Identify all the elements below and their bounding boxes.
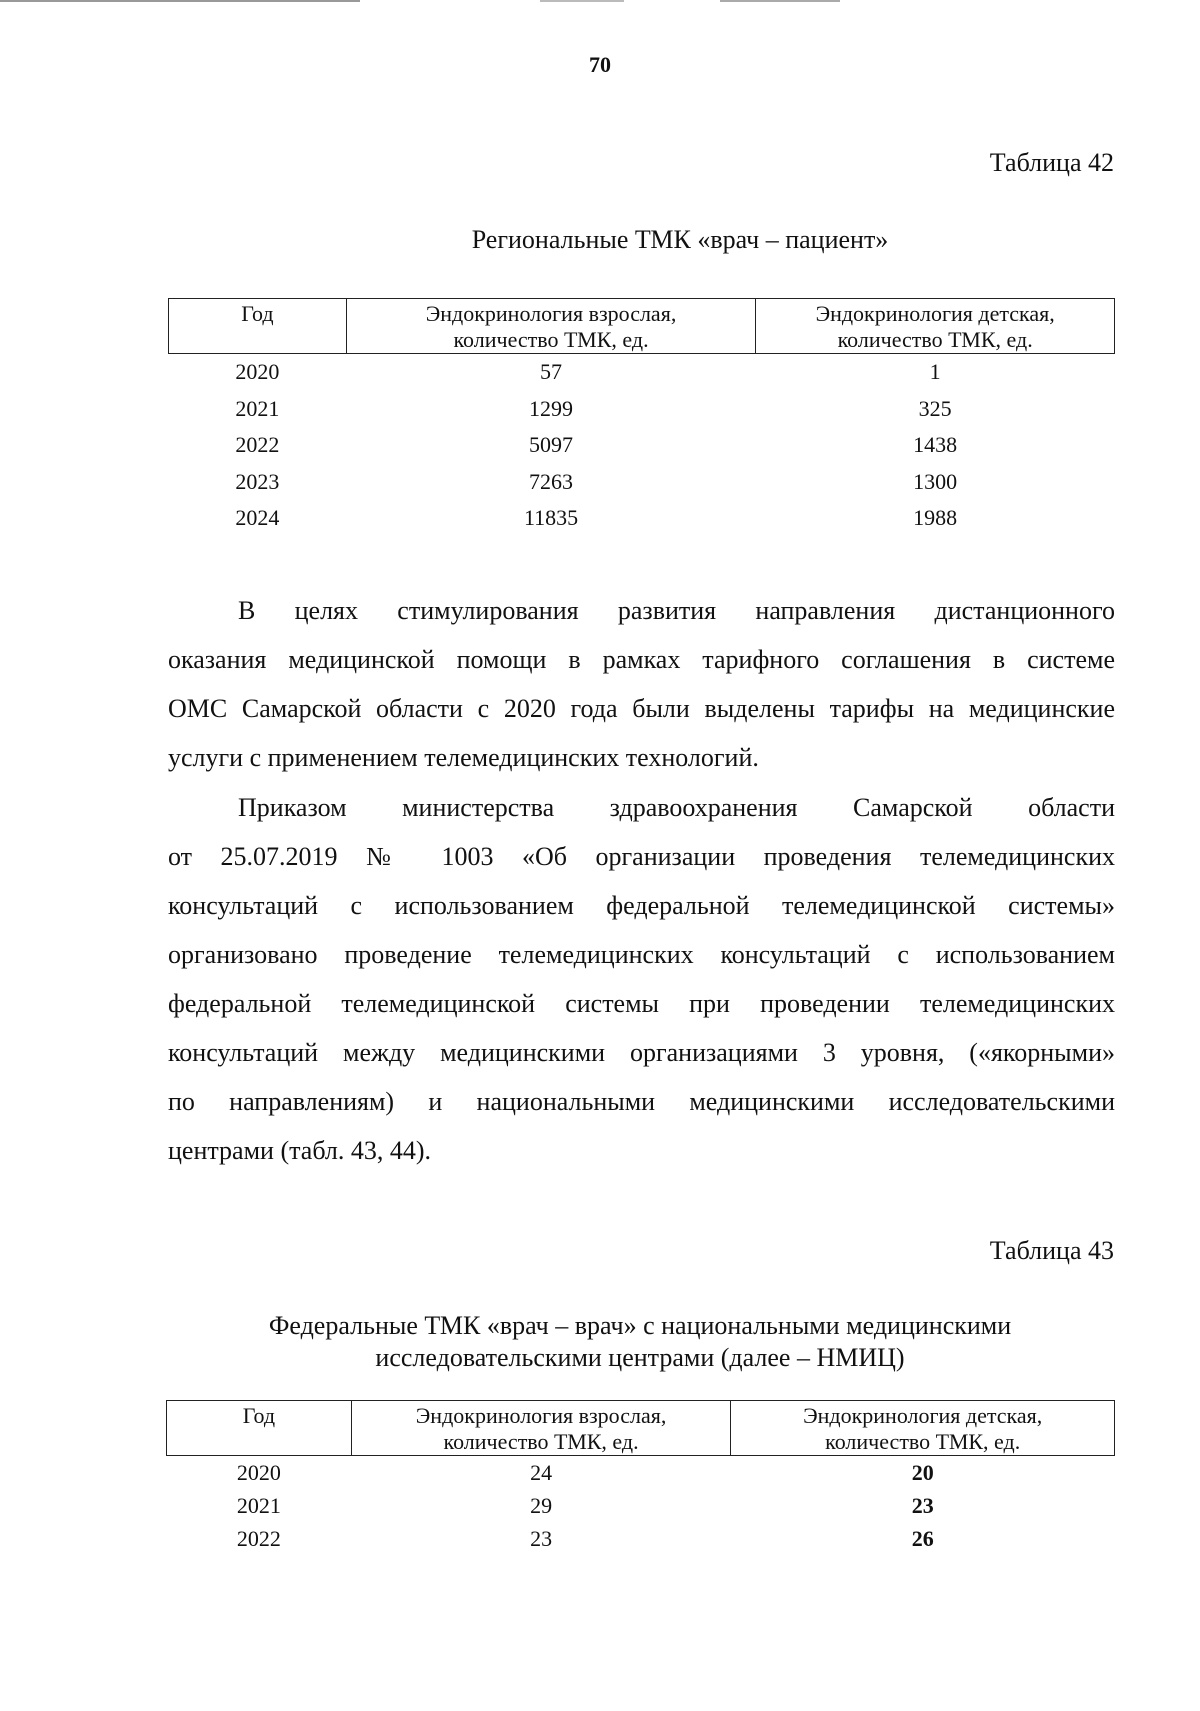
paragraph-line: организовано проведение телемедицинских консультаций с использованием [168,940,1115,969]
paragraph-line: федеральной телемедицинской системы при проведении телемедицинских [168,989,1115,1018]
header-child [756,299,1115,354]
header-year: Год [169,299,347,354]
table-42-header-row [169,299,1115,354]
cell-child: 20 [911,1460,934,1485]
paragraph-tariffs [168,586,1115,782]
table-43-title [190,1310,1090,1374]
cell-year: 2021 [235,395,280,421]
table-43 [166,1400,1115,1555]
paragraph-order [168,783,1115,1175]
paragraph-line: услуги с применением телемедицинских технологий. [168,743,759,772]
paragraph-line: Приказом министерства здравоохранения Самарской области [238,793,1115,822]
cell-adult: 11835 [523,505,579,530]
paragraph-line: консультаций с использованием федеральной телемедицинской системы» [168,891,1115,920]
cell-child: 325 [918,395,952,421]
header-adult [351,1401,731,1456]
table-row [167,1489,1115,1522]
cell-child: 1 [929,359,941,384]
table-row [169,354,1115,391]
table-42 [168,298,1115,537]
paragraph-line: оказания медицинской помощи в рамках тарифного соглашения в системе [168,645,1115,674]
paragraph-line: по направлениям) и национальными медицинскими исследовательскими [168,1087,1115,1116]
header-child-line2: количество ТМК, ед. [825,1429,1021,1454]
cell-year: 2023 [235,468,280,494]
cell-child: 26 [911,1526,934,1551]
table-row [169,500,1115,537]
cell-child: 1438 [913,432,958,457]
cell-year: 2022 [235,432,280,457]
cell-adult: 1299 [529,395,574,421]
table-43-header-row [167,1401,1115,1456]
cell-adult: 23 [530,1526,553,1551]
table-row [169,391,1115,428]
header-child-line1: Эндокринология детская, [803,1403,1043,1428]
table-43-title-line1: Федеральные ТМК «врач – врач» с национальными медицинскими [268,1311,1012,1340]
cell-adult: 29 [530,1493,553,1518]
paragraph-line: центрами (табл. 43, 44). [168,1136,432,1165]
header-child [731,1401,1115,1456]
table-row [169,427,1115,464]
paragraph-line: консультаций между медицинскими организациями 3 уровня, («якорными» [168,1038,1115,1067]
table-43-caption: Таблица 43 [989,1236,1114,1265]
header-adult-line2: количество ТМК, ед. [443,1429,639,1454]
table-row [167,1456,1115,1490]
cell-year: 2022 [236,1526,281,1551]
table-42-caption: Таблица 42 [989,148,1114,177]
header-adult-line1: Эндокринология взрослая, [425,301,677,326]
paragraph-line: В целях стимулирования развития направления дистанционного [238,596,1115,625]
cell-child: 23 [911,1493,934,1518]
table-43-title-line2: исследовательскими центрами (далее – НМИЦ) [375,1343,905,1372]
paragraph-line: от 25.07.2019 № 1003 «Об организации проведения телемедицинских [168,842,1115,871]
cell-child: 1988 [913,505,958,530]
header-adult [346,299,756,354]
cell-year: 2020 [235,359,280,384]
header-child-line2: количество ТМК, ед. [837,327,1033,352]
cell-adult: 7263 [529,468,574,494]
header-adult-line1: Эндокринология взрослая, [415,1403,667,1428]
table-row [167,1522,1115,1555]
header-adult-line2: количество ТМК, ед. [453,327,649,352]
page-number: 70 [589,52,611,77]
cell-year: 2024 [235,505,280,530]
cell-year: 2020 [236,1460,281,1485]
table-row [169,464,1115,501]
cell-adult: 24 [530,1460,553,1485]
paragraph-line: ОМС Самарской области с 2020 года были выделены тарифы на медицинские [168,694,1115,723]
table-42-title: Региональные ТМК «врач – пациент» [471,225,889,254]
header-year: Год [167,1401,352,1456]
cell-adult: 5097 [529,432,574,457]
cell-child: 1300 [913,468,958,494]
scan-artifact-top [0,0,1200,2]
cell-year: 2021 [236,1493,281,1518]
cell-adult: 57 [540,359,563,384]
header-child-line1: Эндокринология детская, [815,301,1055,326]
